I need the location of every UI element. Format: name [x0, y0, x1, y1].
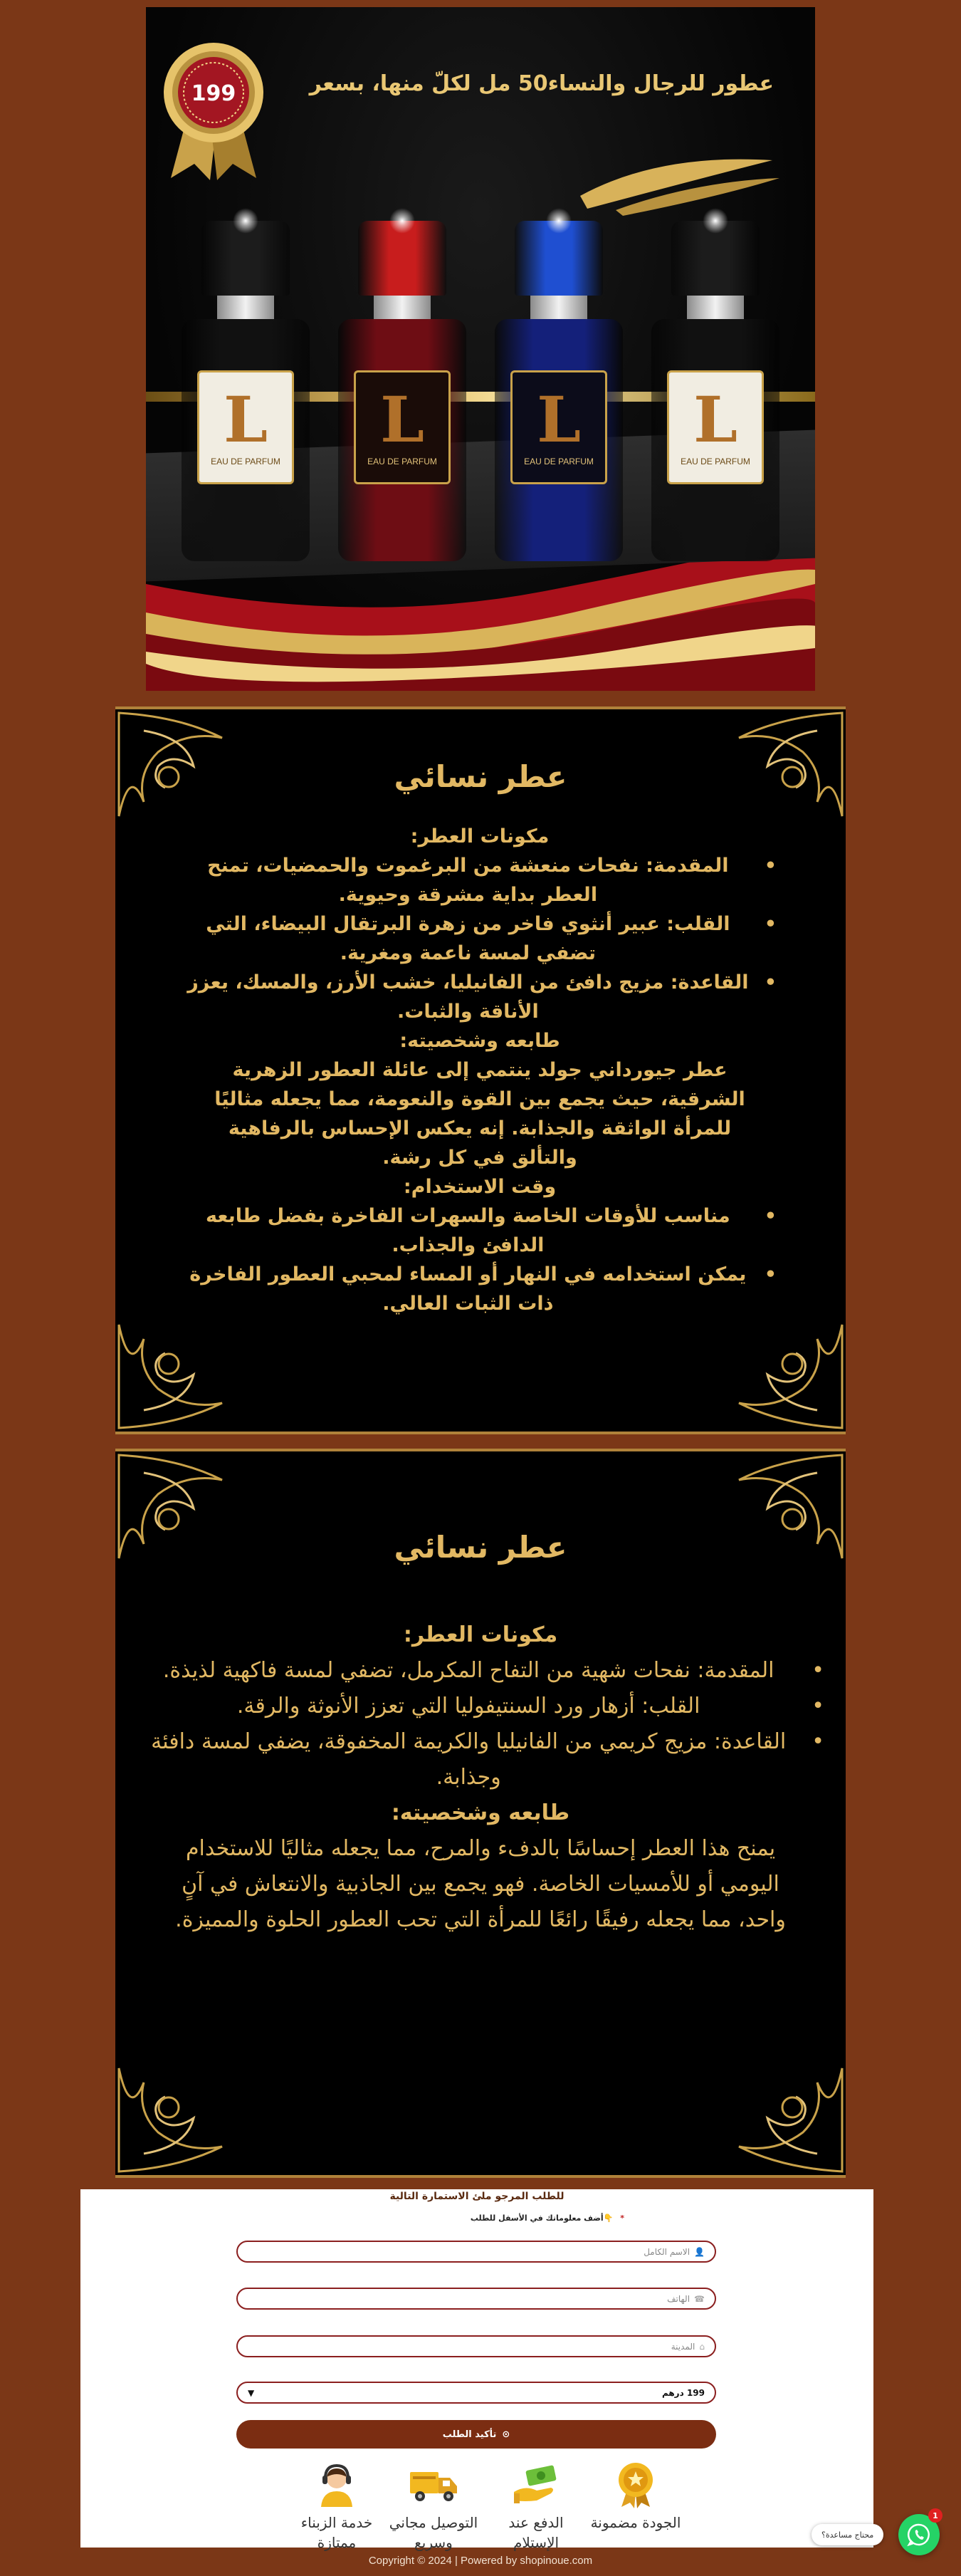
- description-panel-2: [115, 1449, 846, 2178]
- price-badge-value: 199: [191, 81, 236, 106]
- hero-banner: [146, 7, 815, 691]
- form-subheading-text: 👇أضف معلوماتك في الأسفل للطلب: [470, 2213, 614, 2223]
- note-text: القاعدة: مزيج كريمي من الفانيليا والكريمة المخفوقة، يضفي لمسة دافئة وجذابة.: [151, 1729, 787, 1790]
- bottle-letter: L: [537, 382, 581, 457]
- full-name-input[interactable]: [236, 2241, 716, 2263]
- user-icon: 👤: [694, 2246, 705, 2257]
- whatsapp-icon: [907, 2523, 931, 2547]
- bottle-text: EAU DE PARFUM: [681, 457, 750, 466]
- note-text: القلب: عبير أنثوي فاخر من زهرة البرتقال البيضاء، التي تضفي لمسة ناعمة ومغرية.: [206, 913, 730, 964]
- note-text: المقدمة: نفحات شهية من التفاح المكرمل، تضفي لمسة فاكهية لذيذة.: [162, 1658, 774, 1683]
- phone-placeholder: الهاتف: [667, 2293, 690, 2304]
- footer-copyright: Copyright © 2024 | Powered by shopinoue.com: [368, 2555, 593, 2567]
- character-text: يمنح هذا العطر إحساسًا بالدفء والمرح، مما يجعله مثاليًا للاستخدام اليومي أو للأمسيات الخاصة. فهو يجمع بين الجاذبية والانتعاش في آنٍ واحد، مما يجعله رفيقًا رائعًا للمرأة التي تحب العطور الحلوة والمميزة.: [175, 1836, 786, 1932]
- form-heading: للطلب المرجو ملئ الاستمارة التالية: [389, 2191, 564, 2202]
- cash-on-delivery-icon: [511, 2461, 561, 2508]
- whatsapp-help-bubble[interactable]: محتاج مساعدة؟: [812, 2524, 883, 2545]
- confirm-order-button[interactable]: [236, 2420, 716, 2449]
- usage-text: يمكن استخدامه في النهار أو المساء لمحبي العطور الفاخرة ذات الثبات العالي.: [189, 1263, 747, 1315]
- feature-label: الدفع عند الإستلام: [508, 2514, 564, 2551]
- feature-label: التوصيل مجاني وسريع: [389, 2514, 478, 2551]
- confirm-order-label: تأكيد الطلب: [442, 2429, 497, 2440]
- price-badge: [160, 25, 267, 182]
- check-circle-icon: ⊙: [502, 2429, 510, 2440]
- notification-count-badge: 1: [928, 2508, 942, 2523]
- city-placeholder: المدينة: [671, 2341, 695, 2352]
- note-item: • القاعدة: مزيج كريمي من الفانيليا والكريمة المخفوقة، يضفي لمسة دافئة وجذابة.: [137, 1724, 824, 1795]
- note-item: • القلب: عبير أنثوي فاخر من زهرة البرتقال البيضاء، التي تضفي لمسة ناعمة ومغرية.: [183, 909, 777, 968]
- usage-item: • يمكن استخدامه في النهار أو المساء لمحبي العطور الفاخرة ذات الثبات العالي.: [183, 1260, 777, 1318]
- perfume-bottle-black: [182, 221, 310, 563]
- city-input[interactable]: [236, 2335, 716, 2357]
- bottle-text: EAU DE PARFUM: [524, 457, 594, 466]
- gold-ornament-icon: [115, 2054, 236, 2175]
- panel-title: عطر نسائي: [394, 1530, 567, 1565]
- ingredients-heading: مكونات العطر:: [410, 825, 550, 848]
- panel-2-content: [137, 1617, 824, 1938]
- price-select[interactable]: [236, 2382, 716, 2404]
- note-text: القاعدة: مزيج دافئ من الفانيليا، خشب الأرز، والمسك، يعزز الأناقة والثبات.: [187, 971, 749, 1023]
- feature-label: الجودة مضمونة: [590, 2514, 681, 2531]
- perfume-bottle-red: [338, 221, 466, 563]
- bottle-letter: L: [224, 382, 268, 457]
- perfume-bottle-blue: [495, 221, 623, 563]
- gold-ornament-icon: [725, 2054, 846, 2175]
- note-text: القلب: أزهار ورد السنتيفوليا التي تعزز الأنوثة والرقة.: [236, 1694, 700, 1719]
- feature-label: خدمة الزبناء ممتازة: [300, 2514, 373, 2551]
- order-form: [80, 2189, 873, 2551]
- bottle-letter: L: [380, 382, 424, 457]
- feature-cash-on-delivery: [486, 2461, 586, 2552]
- usage-text: مناسب للأوقات الخاصة والسهرات الفاخرة بفضل طابعه الدافئ والجذاب.: [206, 1205, 730, 1256]
- character-heading: طابعه وشخصيته:: [391, 1800, 570, 1825]
- note-item: • المقدمة: نفحات شهية من التفاح المكرمل، تضفي لمسة فاكهية لذيذة.: [137, 1653, 824, 1689]
- bottle-text: EAU DE PARFUM: [367, 457, 437, 466]
- price-select-value: 199 درهم: [661, 2387, 705, 2398]
- character-text: عطر جيورداني جولد ينتمي إلى عائلة العطور الزهرية الشرقية، حيث يجمع بين القوة والنعومة، مما يجعله مثاليًا للمرأة الواثقة والجذابة. إنه يعكس الإحساس بالرفاهية والتألق في كل رشة.: [214, 1059, 745, 1169]
- description-panel-1: [115, 706, 846, 1434]
- bottle-text: EAU DE PARFUM: [211, 457, 280, 466]
- gold-ornament-icon: [725, 1310, 846, 1432]
- note-item: • القلب: أزهار ورد السنتيفوليا التي تعزز الأنوثة والرقة.: [137, 1689, 824, 1724]
- customer-service-icon: [312, 2461, 362, 2508]
- bottle-letter: L: [693, 382, 737, 457]
- perfume-bottle-black-2: [651, 221, 779, 563]
- panel-title: عطر نسائي: [394, 759, 567, 794]
- feature-free-delivery: [384, 2461, 483, 2552]
- usage-item: • مناسب للأوقات الخاصة والسهرات الفاخرة بفضل طابعه الدافئ والجذاب.: [183, 1201, 777, 1260]
- chevron-down-icon: ▼: [248, 2387, 255, 2398]
- delivery-truck-icon: [409, 2461, 458, 2508]
- panel-1-content: [183, 822, 777, 1318]
- ingredients-heading: مكونات العطر:: [403, 1622, 558, 1647]
- required-mark: *: [620, 2213, 624, 2223]
- note-item: • القاعدة: مزيج دافئ من الفانيليا، خشب الأرز، والمسك، يعزز الأناقة والثبات.: [183, 968, 777, 1026]
- gold-swoosh-icon: [573, 139, 787, 217]
- feature-quality: [586, 2461, 686, 2533]
- note-item: • المقدمة: نفحات منعشة من البرغموت والحمضيات، تمنح العطر بداية مشرقة وحيوية.: [183, 851, 777, 909]
- quality-medal-icon: [611, 2461, 661, 2508]
- hero-title: عطور للرجال والنساء50 مل لكلّ منها، بسعر: [309, 71, 774, 96]
- character-heading: طابعه وشخصيته:: [399, 1030, 560, 1052]
- note-text: المقدمة: نفحات منعشة من البرغموت والحمضيات، تمنح العطر بداية مشرقة وحيوية.: [207, 855, 729, 906]
- phone-icon: ☎: [694, 2293, 705, 2304]
- usage-heading: وقت الاستخدام:: [403, 1176, 557, 1198]
- phone-input[interactable]: [236, 2288, 716, 2310]
- gold-ornament-icon: [115, 1310, 236, 1432]
- location-icon: ⌂: [699, 2341, 705, 2352]
- feature-customer-service: [287, 2461, 387, 2552]
- form-subheading: [471, 2213, 624, 2223]
- full-name-placeholder: الاسم الكامل: [644, 2246, 690, 2257]
